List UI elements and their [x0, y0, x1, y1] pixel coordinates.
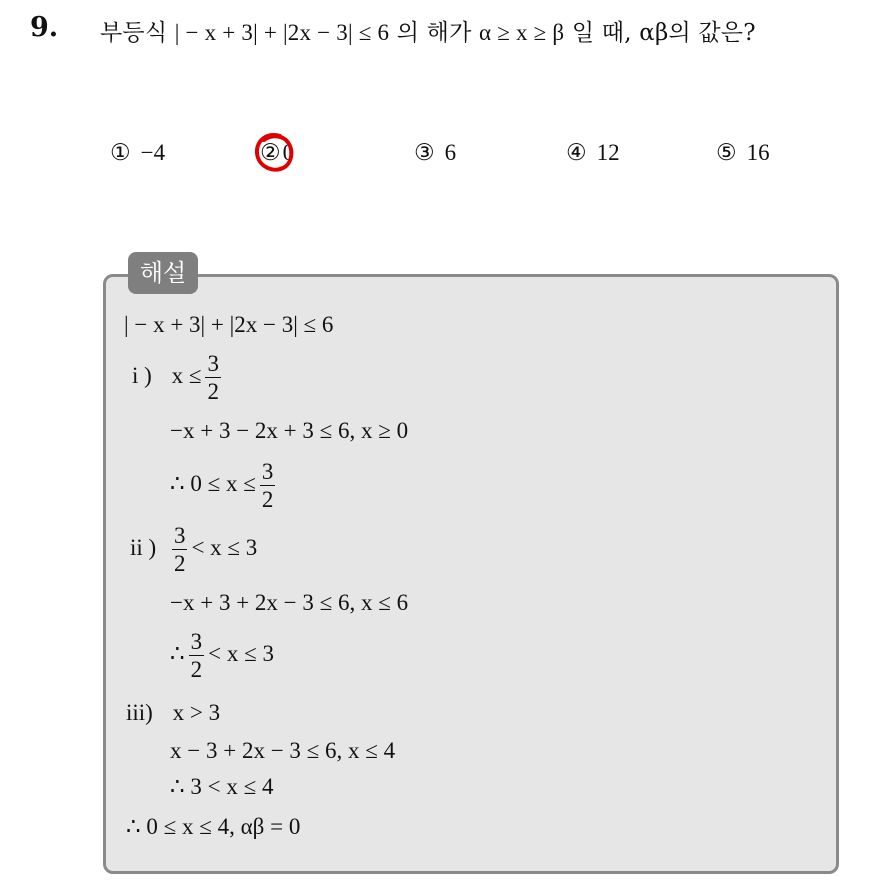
fraction-denominator: 2: [190, 657, 203, 682]
case3-step: x − 3 + 2x − 3 ≤ 6, x ≤ 4: [170, 738, 396, 763]
case3-tag: iii): [126, 700, 153, 725]
question-inequality: | − x + 3| + |2x − 3| ≤ 6: [174, 20, 390, 45]
case2-result: [170, 630, 274, 681]
case3-condition: [126, 700, 220, 726]
choice-value: 0: [282, 140, 295, 165]
case2-step: −x + 3 + 2x − 3 ≤ 6, x ≤ 6: [170, 590, 409, 615]
question-text-start: 부등식: [100, 20, 168, 46]
choice-value: 12: [596, 140, 620, 165]
fraction-numerator: 3: [207, 351, 219, 376]
case2-result-fraction: [189, 630, 205, 681]
solution-label: 해설: [128, 252, 198, 294]
case2-cond-fraction: [172, 524, 188, 575]
choice-number: ④: [566, 140, 587, 166]
choice-value: 16: [746, 140, 770, 165]
final-answer: ∴ 0 ≤ x ≤ 4, αβ = 0: [126, 814, 301, 839]
choice-3[interactable]: [414, 140, 456, 166]
case2-tag: ii ): [130, 534, 157, 560]
case1-step: −x + 3 − 2x + 3 ≤ 6, x ≥ 0: [170, 418, 409, 443]
choice-value: 6: [444, 140, 457, 165]
case1-result-prefix: ∴ 0 ≤ x ≤: [170, 470, 256, 496]
choice-5[interactable]: [716, 140, 770, 166]
choice-number: ②: [260, 140, 281, 166]
case2-condition: [130, 524, 257, 575]
fraction-numerator: 3: [261, 459, 274, 484]
case2-result-prefix: ∴: [170, 640, 185, 666]
case3-result: ∴ 3 < x ≤ 4: [170, 774, 274, 799]
fraction-denominator: 2: [173, 551, 186, 576]
case2-result-suffix: < x ≤ 3: [208, 640, 274, 666]
fraction-denominator: 2: [207, 379, 219, 404]
case3-cond: x > 3: [172, 700, 221, 725]
case2-cond-suffix: < x ≤ 3: [191, 534, 258, 560]
question-text: [100, 14, 756, 47]
choice-1[interactable]: [110, 140, 165, 166]
choice-number: ⑤: [716, 140, 737, 166]
case1-result: [170, 460, 279, 511]
fraction-denominator: 2: [261, 487, 274, 512]
question-condition: α ≥ x ≥ β: [479, 20, 565, 45]
fraction-numerator: 3: [190, 629, 203, 654]
fraction-numerator: 3: [173, 523, 186, 548]
case1-tag: i ): [132, 362, 152, 388]
question-text-mid: 의 해가: [396, 20, 472, 46]
question-number: 9.: [30, 12, 59, 43]
case1-cond-fraction: [205, 352, 221, 403]
case1-result-fraction: [260, 460, 276, 511]
choice-value: −4: [140, 140, 166, 165]
choice-4[interactable]: [566, 140, 620, 166]
question-text-end: 일 때, αβ의 값은?: [571, 20, 756, 46]
choice-number: ③: [414, 140, 435, 166]
solution-line-inequality: | − x + 3| + |2x − 3| ≤ 6: [124, 312, 334, 337]
choice-number: ①: [110, 140, 131, 166]
choice-2[interactable]: [260, 140, 294, 166]
answer-choices: [0, 140, 884, 174]
case1-condition: [132, 352, 225, 403]
case1-cond-prefix: x ≤: [171, 362, 202, 388]
